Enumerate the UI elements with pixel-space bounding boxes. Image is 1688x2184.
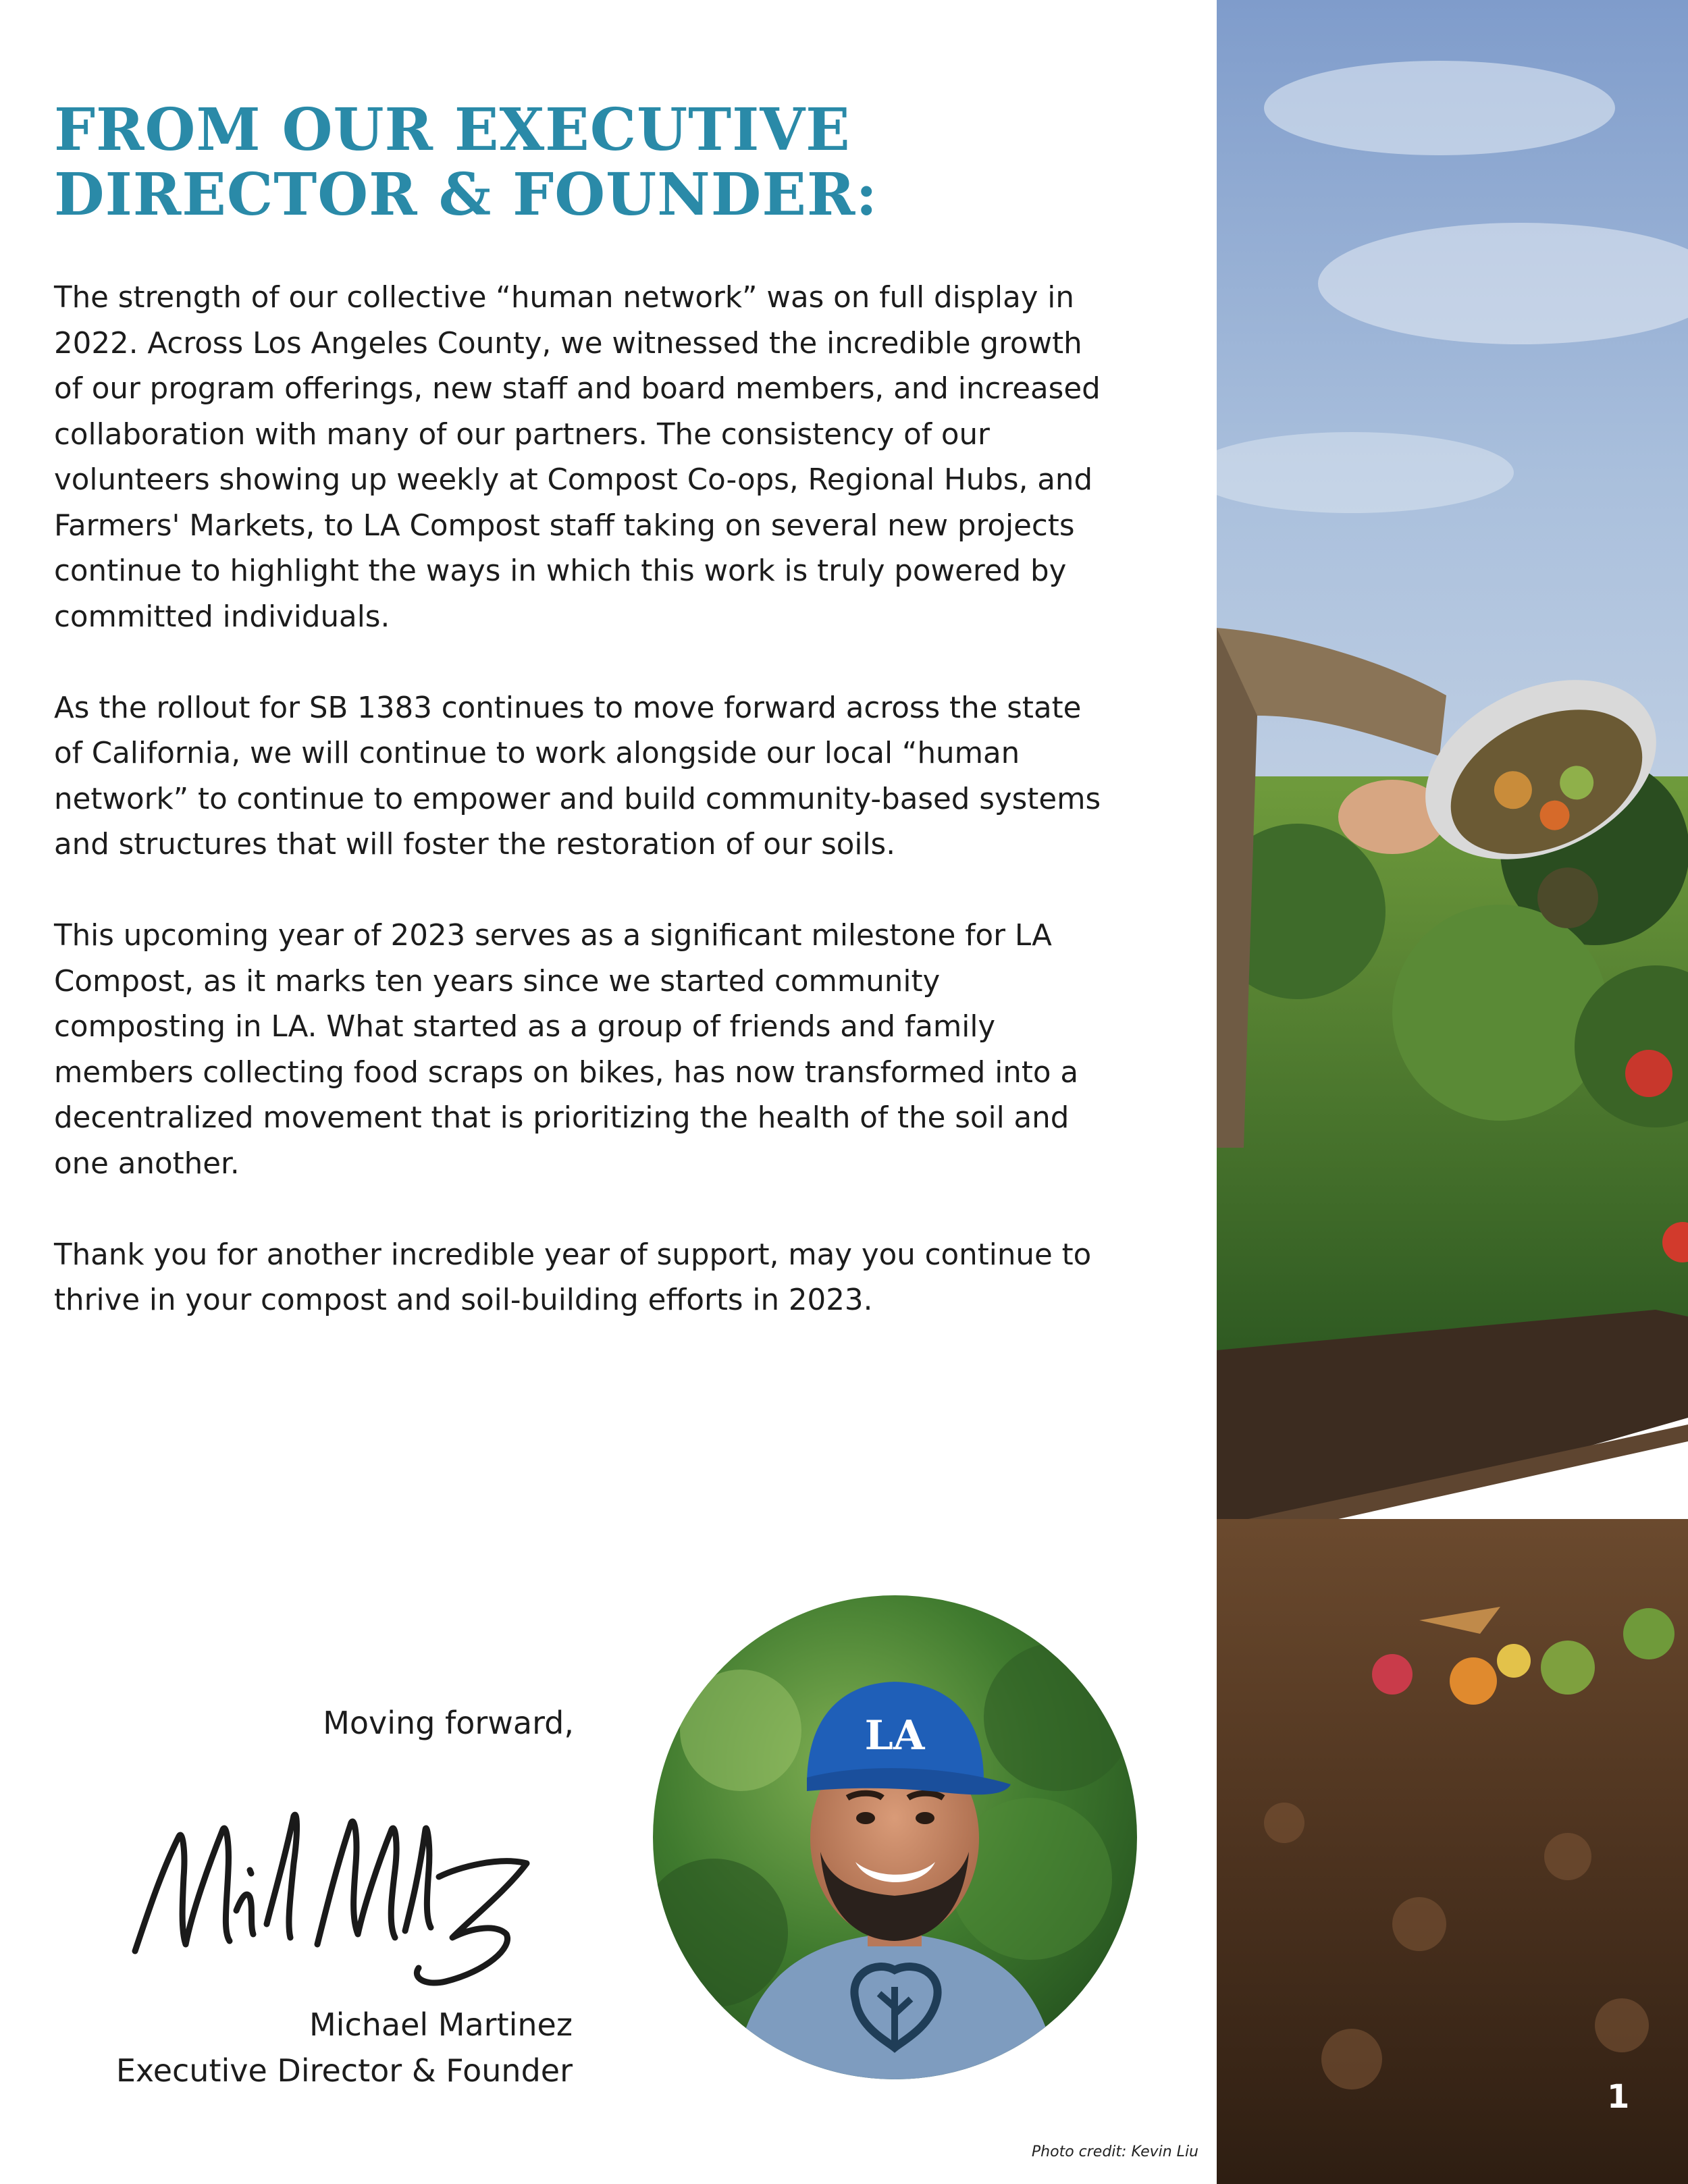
portrait-photo (653, 1595, 1137, 2079)
signer-title: Executive Director & Founder (115, 2052, 573, 2089)
heading-line-2: DIRECTOR & FOUNDER: (54, 161, 878, 229)
paragraph-2: As the rollout for SB 1383 continues to move forward across the state of California, we will continue to work alongside our local “human network” to continue to empower and build community-based systems and structures that will foster the restoration of our soils. (54, 691, 1101, 861)
paragraph-3: This upcoming year of 2023 serves as a significant milestone for LA Compost, as it marks ten years since we started community composting in LA. What started as a group of friends and family members collecting food scraps on bikes, has now transformed into a decentralized movement that is prioritizing the health of the soil and one another. (54, 919, 1078, 1181)
heading-line-1: FROM OUR EXECUTIVE (54, 96, 851, 164)
paragraph-1: The strength of our collective “human network” was on full display in 2022. Across Los Angeles County, we witnessed the incredible growth of our program offerings, new staff and board members, and increased collaboration with many of our partners. The consistency of our volunteers showing up weekly at Compost Co-ops, Regional Hubs, and Farmers' Markets, to LA Compost staff taking on several new projects continue to highlight the ways in which this work is truly powered by committed individuals. (54, 281, 1101, 634)
cap-logo: LA (864, 1712, 925, 1759)
signer-name: Michael Martinez (309, 2006, 573, 2043)
page-heading (54, 98, 1134, 228)
closing-line: Moving forward, (323, 1705, 574, 1741)
page-number: 1 (1607, 2078, 1630, 2116)
letter-body (54, 275, 1114, 1369)
paragraph-4: Thank you for another incredible year of support, may you continue to thrive in your compost and soil-building efforts in 2023. (54, 1237, 1092, 1317)
signature-image (122, 1789, 540, 1992)
photo-credit: Photo credit: Kevin Liu (1031, 2143, 1198, 2160)
garden-photo (1217, 0, 1688, 2184)
signer-block (116, 2002, 573, 2094)
